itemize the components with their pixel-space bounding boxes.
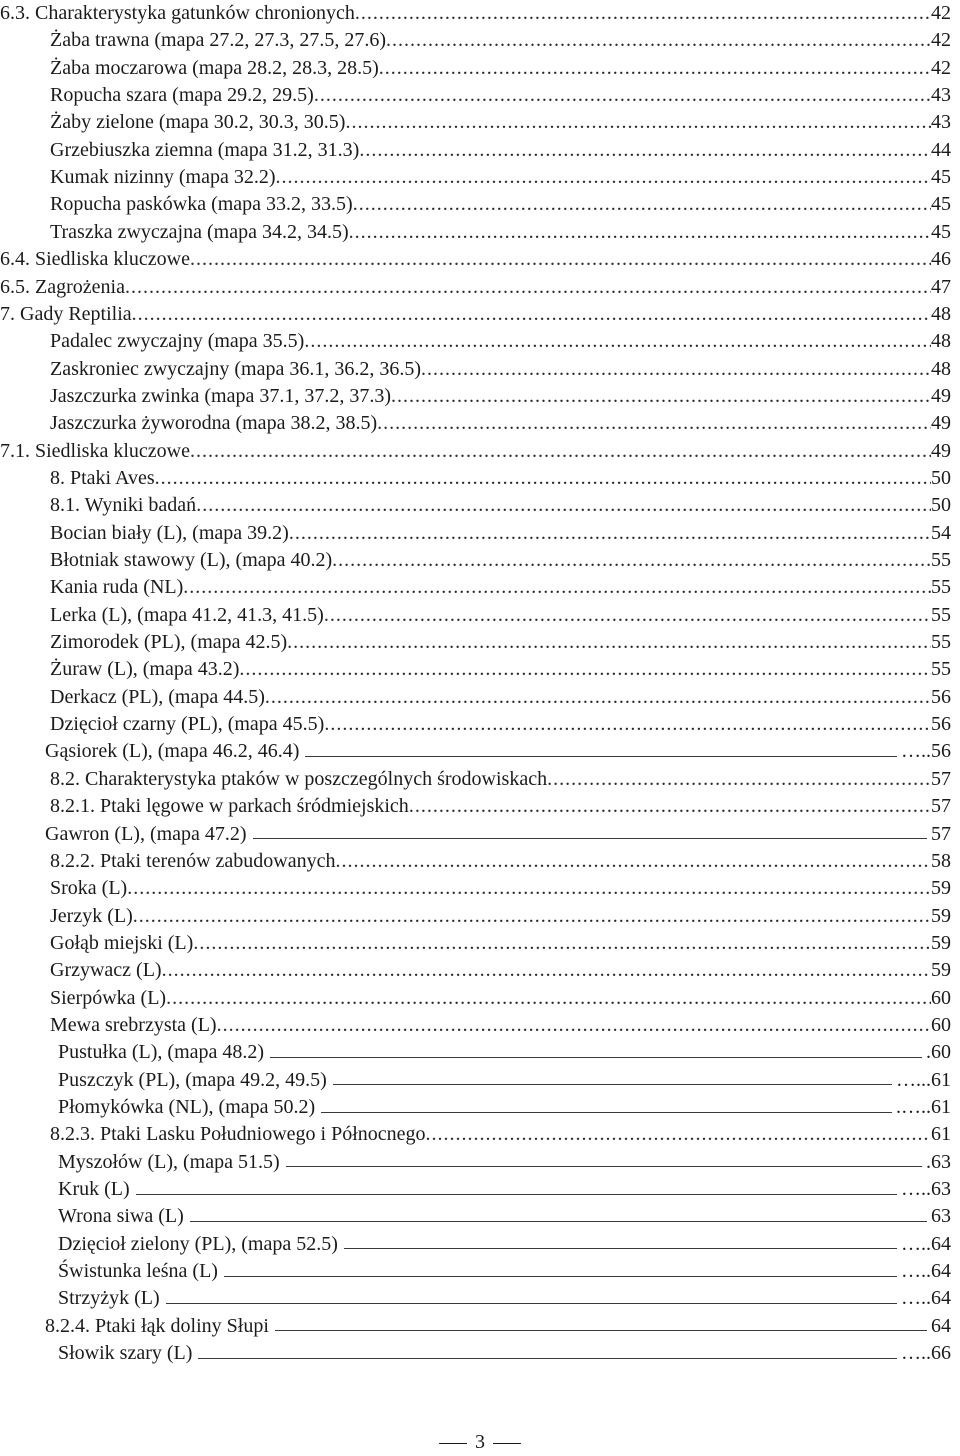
toc-entry-page-number: 42 [931, 2, 951, 24]
toc-entry-title: Wrona siwa (L) [58, 1205, 184, 1228]
toc-entry-leader [333, 1083, 892, 1085]
toc-entry-leader [198, 1357, 897, 1359]
toc-entry[interactable] [58, 1067, 951, 1094]
toc-entry-title: Zimorodek (PL), (mapa 42.5) [50, 631, 288, 654]
toc-entry[interactable] [50, 328, 951, 355]
toc-entry-leader [353, 191, 931, 218]
toc-entry-leader [162, 957, 931, 984]
toc-entry-title: 8.2.2. Ptaki terenów zabudowanych [50, 849, 336, 872]
toc-entry[interactable] [50, 82, 951, 109]
toc-entry-title: 8.2.1. Ptaki lęgowe w parkach śródmiejskich [50, 795, 409, 818]
toc-entry-page-number: 55 [931, 631, 951, 654]
toc-entry-leader-tail: . [926, 1041, 931, 1064]
toc-entry-leader-tail: ….. [901, 1232, 931, 1255]
toc-entry-page-number: 48 [931, 302, 951, 325]
toc-entry-page-number: 43 [931, 111, 951, 134]
toc-entry-page-number: 55 [931, 603, 951, 626]
toc-entry-leader [132, 301, 931, 328]
toc-entry[interactable] [50, 1121, 951, 1148]
toc-entry-title: Derkacz (PL), (mapa 44.5) [50, 685, 265, 708]
toc-entry-leader-tail: ….. [901, 1342, 931, 1365]
toc-entry-leader-tail: . [926, 1150, 931, 1173]
toc-entry-title: Kumak nizinny (mapa 32.2) [50, 166, 276, 189]
toc-entry-title: Żuraw (L), (mapa 43.2) [50, 658, 240, 681]
toc-entry-leader [193, 930, 931, 957]
toc-entry-title: Grzebiuszka ziemna (mapa 31.2, 31.3) [50, 138, 360, 161]
toc-entry-page-number: 64 [931, 1260, 951, 1283]
toc-entry-leader [190, 246, 931, 273]
toc-entry[interactable] [50, 711, 951, 738]
toc-entry-leader-tail: ….. [901, 1260, 931, 1283]
toc-entry-title: 6.3. Charakterystyka gatunków chronionych [0, 2, 355, 24]
toc-entry[interactable] [45, 1313, 951, 1340]
toc-entry-page-number: 48 [931, 330, 951, 353]
toc-entry-page-number: 61 [931, 1068, 951, 1091]
toc-entry-page-number: 63 [931, 1178, 951, 1201]
toc-entry-leader-tail: ….. [901, 1287, 931, 1310]
toc-entry[interactable] [50, 684, 951, 711]
toc-entry-page-number: 55 [931, 549, 951, 571]
toc-entry-title: Sierpówka (L) [50, 986, 167, 1009]
toc-entry-title: Gąsiorek (L), (mapa 46.2, 46.4) [45, 740, 300, 763]
toc-entry-leader [136, 1193, 897, 1195]
toc-entry-title: Płomykówka (NL), (mapa 50.2) [58, 1096, 316, 1118]
toc-entry-leader [270, 1056, 922, 1058]
toc-entry-page-number: 59 [931, 931, 951, 954]
toc-entry-title: Dzięcioł zielony (PL), (mapa 52.5) [58, 1232, 338, 1255]
footer-dash-right [493, 1443, 521, 1444]
toc-entry-page-number: 63 [931, 1150, 951, 1173]
toc-entry[interactable] [58, 1094, 951, 1121]
toc-entry-leader [166, 985, 931, 1012]
toc-entry-leader [379, 55, 931, 82]
toc-entry[interactable] [50, 383, 951, 410]
toc-entry[interactable] [58, 1039, 951, 1066]
toc-entry-leader [224, 1275, 897, 1277]
toc-entry-title: Puszczyk (PL), (mapa 49.2, 49.5) [58, 1068, 327, 1091]
toc-entry-page-number: 59 [931, 877, 951, 900]
toc-entry-title: Zaskroniec zwyczajny (mapa 36.1, 36.2, 36.5) [50, 357, 421, 380]
toc-entry-title: 8.2.3. Ptaki Lasku Południowego i Północnego [50, 1123, 426, 1146]
toc-entry[interactable] [45, 738, 951, 765]
toc-entry-page-number: 45 [931, 220, 951, 243]
toc-entry[interactable] [50, 574, 951, 601]
toc-entry-leader [125, 274, 931, 301]
page-footer [0, 1428, 960, 1456]
toc-entry-page-number: 47 [931, 275, 951, 298]
toc-entry[interactable] [50, 27, 951, 54]
toc-entry-page-number: 49 [931, 384, 951, 407]
toc-entry[interactable] [58, 1285, 951, 1312]
toc-entry-title: Sroka (L) [50, 877, 128, 900]
toc-entry-title: 6.4. Siedliska kluczowe [0, 248, 190, 271]
toc-entry-page-number: 57 [931, 767, 951, 790]
toc-entry-leader [253, 837, 927, 839]
toc-entry[interactable] [50, 219, 951, 246]
toc-entry[interactable] [0, 438, 951, 465]
toc-entry-page-number: 56 [931, 685, 951, 708]
toc-entry[interactable] [58, 1149, 951, 1176]
toc-entry-page-number: 49 [931, 439, 951, 462]
toc-entry-leader [286, 1165, 922, 1167]
toc-entry[interactable] [0, 0, 951, 27]
toc-entry-page-number: 56 [931, 740, 951, 763]
toc-entry[interactable] [50, 793, 951, 820]
toc-entry-title: Kania ruda (NL) [50, 576, 184, 599]
toc-entry-leader [305, 755, 897, 757]
toc-entry[interactable] [50, 602, 951, 629]
toc-entry-title: 7. Gady Reptilia [0, 302, 132, 325]
toc-entry-leader [377, 410, 931, 437]
toc-entry[interactable] [50, 848, 951, 875]
toc-entry[interactable] [50, 191, 951, 218]
toc-entry[interactable] [50, 875, 951, 902]
toc-entry-title: Pustułka (L), (mapa 48.2) [58, 1041, 265, 1064]
toc-entry[interactable] [50, 164, 951, 191]
toc-entry-page-number: 59 [931, 904, 951, 927]
toc-entry-leader-tail: .….. [896, 1096, 931, 1118]
toc-entry-title: Mewa srebrzysta (L) [50, 1013, 217, 1036]
toc-entry[interactable] [50, 547, 951, 574]
toc-entry-page-number: 42 [931, 56, 951, 79]
toc-entry-title: 6.5. Zagrożenia [0, 275, 125, 298]
toc-entry-page-number: 63 [931, 1205, 951, 1228]
toc-entry[interactable] [58, 1231, 951, 1258]
toc-entry-page-number: 43 [931, 84, 951, 107]
toc-entry[interactable] [50, 957, 951, 984]
toc-entry-title: Jaszczurka żyworodna (mapa 38.2, 38.5) [50, 412, 378, 435]
toc-entry-leader [349, 219, 931, 246]
toc-entry-title: Świstunka leśna (L) [58, 1260, 218, 1283]
toc-entry-leader [287, 629, 931, 656]
toc-entry-page-number: 59 [931, 959, 951, 982]
toc-entry-title: Dzięcioł czarny (PL), (mapa 45.5) [50, 713, 325, 736]
toc-entry-page-number: 45 [931, 166, 951, 189]
toc-entry-leader [355, 0, 931, 27]
toc-entry-leader [155, 465, 931, 492]
toc-entry-leader [133, 903, 931, 930]
toc-entry[interactable] [58, 1340, 951, 1367]
toc-entry-title: Grzywacz (L) [50, 959, 162, 982]
toc-entry-title: Ropucha paskówka (mapa 33.2, 33.5) [50, 193, 353, 216]
toc-entry-leader [314, 82, 931, 109]
toc-entry-page-number: 64 [931, 1287, 951, 1310]
toc-entry[interactable] [50, 520, 951, 547]
toc-entry[interactable] [50, 903, 951, 930]
toc-entry-page-number: 50 [931, 466, 951, 489]
toc-entry-title: Myszołów (L), (mapa 51.5) [58, 1150, 280, 1173]
toc-entry[interactable] [50, 766, 951, 793]
toc-entry[interactable] [50, 465, 951, 492]
toc-entry-page-number: 57 [931, 822, 951, 845]
toc-entry-leader [127, 875, 931, 902]
toc-entry-leader [239, 656, 931, 683]
toc-entry-page-number: 60 [931, 1041, 951, 1064]
toc-entry-page-number: 48 [931, 357, 951, 380]
toc-entry-title: Lerka (L), (mapa 41.2, 41.3, 41.5) [50, 603, 324, 626]
toc-entry-leader-tail: …... [896, 1068, 931, 1091]
toc-entry-title: 8. Ptaki Aves [50, 466, 155, 489]
toc-entry-leader [217, 1012, 931, 1039]
toc-entry[interactable] [0, 301, 951, 328]
toc-entry-leader [324, 602, 931, 629]
toc-entry-leader [196, 492, 931, 519]
toc-entry[interactable] [50, 109, 951, 136]
toc-entry-title: Padalec zwyczajny (mapa 35.5) [50, 330, 305, 353]
toc-entry[interactable] [0, 274, 951, 301]
toc-entry[interactable] [58, 1176, 951, 1203]
toc-entry-leader [409, 793, 931, 820]
toc-entry[interactable] [50, 629, 951, 656]
toc-entry-title: Żaba trawna (mapa 27.2, 27.3, 27.5, 27.6) [50, 29, 387, 52]
toc-entry-page-number: 42 [931, 29, 951, 52]
toc-entry[interactable] [0, 246, 951, 273]
toc-entry[interactable] [50, 1012, 951, 1039]
toc-entry[interactable] [50, 55, 951, 82]
toc-entry-title: Błotniak stawowy (L), (mapa 40.2) [50, 549, 333, 571]
toc-entry-leader [344, 1247, 897, 1249]
footer-dash-left [439, 1443, 467, 1444]
toc-entry-page-number: 60 [931, 1013, 951, 1036]
toc-entry-page-number: 58 [931, 849, 951, 872]
toc-entry-leader-tail: ….. [901, 740, 931, 763]
toc-entry-leader [265, 684, 931, 711]
toc-entry[interactable] [58, 1203, 951, 1230]
toc-entry-title: Gołąb miejski (L) [50, 931, 194, 954]
toc-entry-leader [183, 574, 931, 601]
page-number: 3 [475, 1430, 485, 1453]
toc-entry-page-number: 66 [931, 1342, 951, 1365]
toc-entry-title: 7.1. Siedliska kluczowe [0, 439, 190, 462]
toc-entry-leader [391, 383, 931, 410]
toc-entry-page-number: 55 [931, 576, 951, 599]
toc-entry-leader [345, 109, 931, 136]
toc-entry-title: 8.2. Charakterystyka ptaków w poszczególnych środowiskach [50, 767, 548, 790]
toc-entry-leader-tail: ….. [901, 1178, 931, 1201]
toc-entry-leader [321, 1111, 892, 1113]
toc-entry-page-number: 54 [931, 521, 951, 544]
toc-entry-page-number: 64 [931, 1232, 951, 1255]
toc-entry[interactable] [50, 930, 951, 957]
toc-entry-title: Jerzyk (L) [50, 904, 133, 927]
toc-entry-leader [190, 1220, 927, 1222]
toc-entry-leader [421, 356, 931, 383]
toc-entry-page-number: 44 [931, 138, 951, 161]
toc-entry-page-number: 56 [931, 713, 951, 736]
toc-entry-page-number: 57 [931, 795, 951, 818]
toc-entry-leader [359, 137, 931, 164]
toc-entry[interactable] [50, 356, 951, 383]
toc-entry-leader [332, 547, 931, 574]
toc-entry[interactable] [58, 1258, 951, 1285]
toc-entry[interactable] [50, 410, 951, 437]
toc-entry-title: Bocian biały (L), (mapa 39.2) [50, 521, 289, 544]
toc-entry-title: Jaszczurka zwinka (mapa 37.1, 37.2, 37.3) [50, 384, 391, 407]
toc-entry-title: Żaby zielone (mapa 30.2, 30.3, 30.5) [50, 111, 346, 134]
toc-entry-page-number: 61 [931, 1096, 951, 1118]
toc-entry-leader [275, 1329, 927, 1331]
toc-entry-title: Żaba moczarowa (mapa 28.2, 28.3, 28.5) [50, 56, 379, 79]
toc-entry-leader [335, 848, 931, 875]
toc-entry[interactable] [45, 821, 951, 848]
toc-entry-page-number: 50 [931, 494, 951, 517]
toc-entry-title: 8.2.4. Ptaki łąk doliny Słupi [45, 1314, 269, 1337]
toc-entry-title: Słowik szary (L) [58, 1342, 193, 1365]
toc-entry-page-number: 46 [931, 248, 951, 271]
toc-entry[interactable] [50, 137, 951, 164]
toc-entry-leader [426, 1121, 931, 1148]
toc-entry-page-number: 55 [931, 658, 951, 681]
toc-entry-page-number: 64 [931, 1314, 951, 1337]
toc-entry-title: 8.1. Wyniki badań [50, 494, 197, 517]
toc-entry-title: Gawron (L), (mapa 47.2) [45, 822, 247, 845]
toc-entry[interactable] [50, 656, 951, 683]
toc-entry-page-number: 61 [931, 1123, 951, 1146]
toc-entry-leader [386, 27, 931, 54]
toc-entry-title: Strzyżyk (L) [58, 1287, 160, 1310]
toc-entry-leader [304, 328, 931, 355]
toc-entry-page-number: 49 [931, 412, 951, 435]
toc-entry-leader [324, 711, 931, 738]
toc-entry-leader [190, 438, 931, 465]
toc-entry-title: Traszka zwyczajna (mapa 34.2, 34.5) [50, 220, 349, 243]
toc-entry-page-number: 60 [931, 986, 951, 1009]
toc-entry[interactable] [50, 985, 951, 1012]
toc-entry-leader [276, 164, 932, 191]
toc-entry-title: Ropucha szara (mapa 29.2, 29.5) [50, 84, 314, 107]
toc-entry-page-number: 45 [931, 193, 951, 216]
toc-entry-title: Kruk (L) [58, 1178, 130, 1201]
toc-entry-leader [547, 766, 931, 793]
toc-entry[interactable] [50, 492, 951, 519]
toc-entry-leader [289, 520, 931, 547]
toc-entry-leader [166, 1302, 897, 1304]
